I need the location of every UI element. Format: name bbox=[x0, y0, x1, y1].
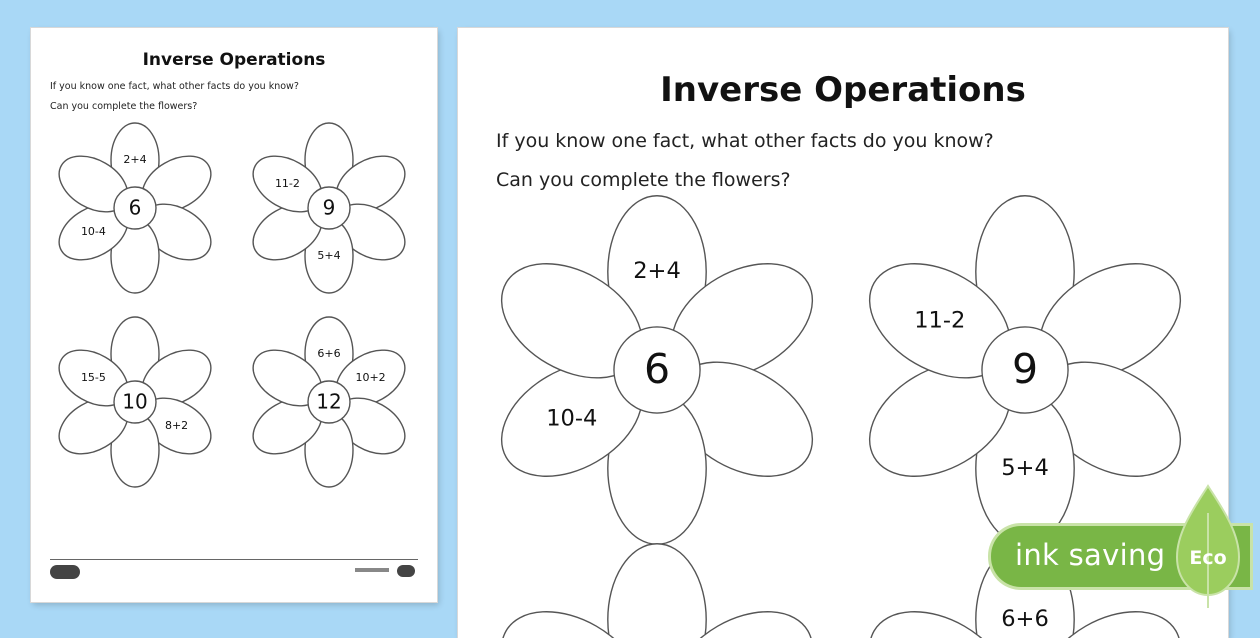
petal-fact: 2+4 bbox=[633, 258, 681, 285]
flower-center-number: 6 bbox=[128, 195, 142, 220]
prompt-text: Can you complete the flowers? bbox=[50, 101, 198, 112]
publisher-logo bbox=[397, 565, 415, 577]
flower-center-number: 12 bbox=[316, 389, 342, 414]
flower bbox=[481, 544, 832, 638]
flower-center-number: 9 bbox=[322, 195, 336, 220]
flower bbox=[243, 317, 414, 487]
petal-fact: 5+4 bbox=[317, 249, 341, 262]
flower bbox=[243, 123, 414, 293]
flower-center-number: 6 bbox=[643, 345, 671, 394]
publisher-logo bbox=[50, 565, 80, 579]
petal-fact: 10-4 bbox=[546, 405, 598, 432]
page-title: Inverse Operations bbox=[660, 70, 1026, 110]
petal-fact: 10-4 bbox=[80, 225, 106, 238]
prompt-text: Can you complete the flowers? bbox=[496, 169, 791, 191]
worksheet-thumbnail[interactable] bbox=[31, 28, 437, 602]
petal-fact: 5+4 bbox=[1001, 454, 1049, 481]
eco-leaf-icon bbox=[1168, 483, 1248, 613]
petal-fact: 6+6 bbox=[1001, 606, 1049, 633]
prompt-text: If you know one fact, what other facts do you know? bbox=[50, 81, 299, 92]
flower bbox=[849, 196, 1200, 545]
flower bbox=[481, 196, 832, 545]
flower-center-number: 10 bbox=[122, 389, 148, 414]
footer-url bbox=[355, 568, 389, 572]
petal-fact: 2+4 bbox=[123, 153, 147, 166]
petal-fact: 6+6 bbox=[317, 347, 341, 360]
page-title: Inverse Operations bbox=[142, 50, 326, 70]
flower bbox=[49, 123, 220, 293]
petal-fact: 10+2 bbox=[355, 371, 386, 384]
flower-petal[interactable] bbox=[608, 544, 706, 638]
prompt-text: If you know one fact, what other facts do you know? bbox=[496, 130, 994, 152]
flower-center-number: 9 bbox=[1011, 345, 1039, 394]
petal-fact: 11-2 bbox=[274, 177, 300, 190]
footer-divider bbox=[50, 559, 418, 560]
petal-fact: 11-2 bbox=[914, 307, 966, 334]
flower bbox=[49, 317, 220, 487]
flower-grid bbox=[31, 28, 437, 602]
eco-label: Eco bbox=[1189, 547, 1227, 569]
petal-fact: 15-5 bbox=[80, 371, 106, 384]
ink-saving-label: ink saving bbox=[1015, 538, 1166, 572]
petal-fact: 8+2 bbox=[164, 419, 189, 432]
